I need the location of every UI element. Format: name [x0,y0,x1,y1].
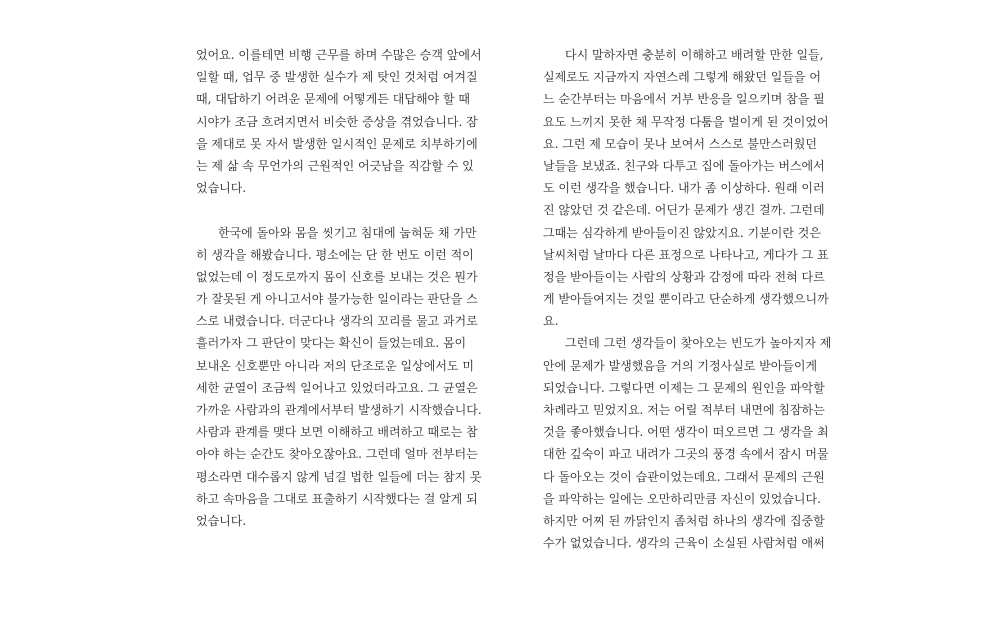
text-line: 하고 속마음을 그대로 표출하기 시작했다는 걸 알게 되 [196,491,478,506]
text-line: 하지만 어찌 된 까닭인지 좀처럼 하나의 생각에 집중할 [543,513,825,528]
text-line: 날씨처럼 날마다 다른 표정으로 나타나고, 게다가 그 표 [543,247,829,262]
paragraph [543,332,832,554]
text-line: 날들을 보냈죠. 친구와 다투고 집에 돌아가는 버스에서 [543,158,825,173]
text-line: 었습니다. [196,513,247,528]
text-line: 요. [543,314,559,329]
text-line: 도 이런 생각을 했습니다. 내가 좀 이상하다. 원래 이러 [543,181,825,196]
text-line: 다시 말하자면 충분히 이해하고 배려할 만한 일들, [565,48,824,62]
text-line: 요. 그런 제 모습이 못나 보여서 스스로 불만스러웠던 [543,136,817,151]
text-line: 안에 문제가 발생했음을 거의 기정사실로 받아들이게 [543,358,818,373]
text-line: 일할 때, 업무 중 발생한 실수가 제 탓인 것처럼 여겨질 [196,70,478,85]
left-page-text [196,44,482,532]
text-line: 게 받아들여지는 것일 뿐이라고 단순하게 생각했으니까 [543,292,829,307]
text-line: 사람과 관계를 맺다 보면 이해하고 배려하고 때로는 참 [196,425,478,440]
text-line: 때, 대답하기 어려운 문제에 어떻게든 대답해야 할 때 [196,92,470,107]
text-line: 가까운 사람과의 관계에서부터 발생하기 시작했습니다. [196,403,482,417]
text-line: 평소라면 대수롭지 않게 넘길 법한 일들에 더는 참지 못 [196,469,482,484]
text-line: 보내온 신호뿐만 아니라 저의 단조로운 일상에서도 미 [196,358,474,373]
text-line: 을 제대로 못 자서 발생한 일시적인 문제로 치부하기에 [196,136,478,151]
text-line: 그런데 그런 생각들이 찾아오는 빈도가 높아지자 제 [565,336,832,351]
text-line: 그때는 심각하게 받아들이진 않았지요. 기분이란 것은 [543,225,821,240]
text-line: 한국에 돌아와 몸을 씻기고 침대에 눕혀둔 채 가만 [218,225,477,240]
text-line: 것을 좋아했습니다. 어떤 생각이 떠오르면 그 생각을 최 [543,425,829,440]
text-line: 대한 깊숙이 파고 내려가 그곳의 풍경 속에서 잠시 머물 [543,447,829,462]
paragraph [196,222,482,533]
text-line: 되었습니다. 그렇다면 이제는 그 문제의 원인을 파악할 [543,380,825,395]
text-line: 정을 받아들이는 사람의 상황과 감정에 따라 전혀 다르 [543,269,825,284]
text-line: 스로 내렸습니다. 더군다나 생각의 꼬리를 물고 과거로 [196,314,478,329]
text-line: 히 생각을 해봤습니다. 평소에는 단 한 번도 이런 적이 [196,247,474,262]
paragraph-gap [196,199,458,221]
text-line: 진 않았던 것 같은데. 어딘가 문제가 생긴 걸까. 그런데 [543,203,825,218]
paragraph [196,44,482,199]
text-line: 느 순간부터는 마음에서 거부 반응을 일으키며 참을 필 [543,92,825,107]
text-line: 흘러가자 그 판단이 맞다는 확신이 들었는데요. 몸이 [196,336,467,351]
text-line: 었습니다. [196,181,247,196]
text-line: 을 파악하는 일에는 오만하리만큼 자신이 있었습니다. [543,491,821,506]
text-line: 었어요. 이를테면 비행 근무를 하며 수많은 승객 앞에서 [196,48,482,62]
text-line: 없었는데 이 정도로까지 몸이 신호를 보내는 것은 뭔가 [196,269,478,284]
text-line: 세한 균열이 조금씩 일어나고 있었더라고요. 그 균열은 [196,380,478,395]
text-line: 시야가 조금 흐려지면서 비슷한 증상을 겪었습니다. 잠 [196,114,478,129]
text-line: 다 돌아오는 것이 습관이었는데요. 그래서 문제의 근원 [543,469,825,484]
text-line: 가 잘못된 게 아니고서야 불가능한 일이라는 판단을 스 [196,292,478,307]
text-line: 요도 느끼지 못한 채 무작정 다툼을 벌이게 된 것이었어 [543,114,829,129]
right-page-text [543,44,832,554]
text-line: 는 제 삶 속 무언가의 근원적인 어긋남을 직감할 수 있 [196,158,474,173]
text-line: 실제로도 지금까지 자연스레 그렇게 해왔던 일들을 어 [543,70,821,85]
text-line: 아야 하는 순간도 찾아오잖아요. 그런데 얼마 전부터는 [196,447,478,462]
paragraph [543,44,829,332]
text-line: 차례라고 믿었지요. 저는 어릴 적부터 내면에 침잠하는 [543,403,825,417]
text-line: 수가 없었습니다. 생각의 근육이 소실된 사람처럼 애써 [543,536,825,551]
